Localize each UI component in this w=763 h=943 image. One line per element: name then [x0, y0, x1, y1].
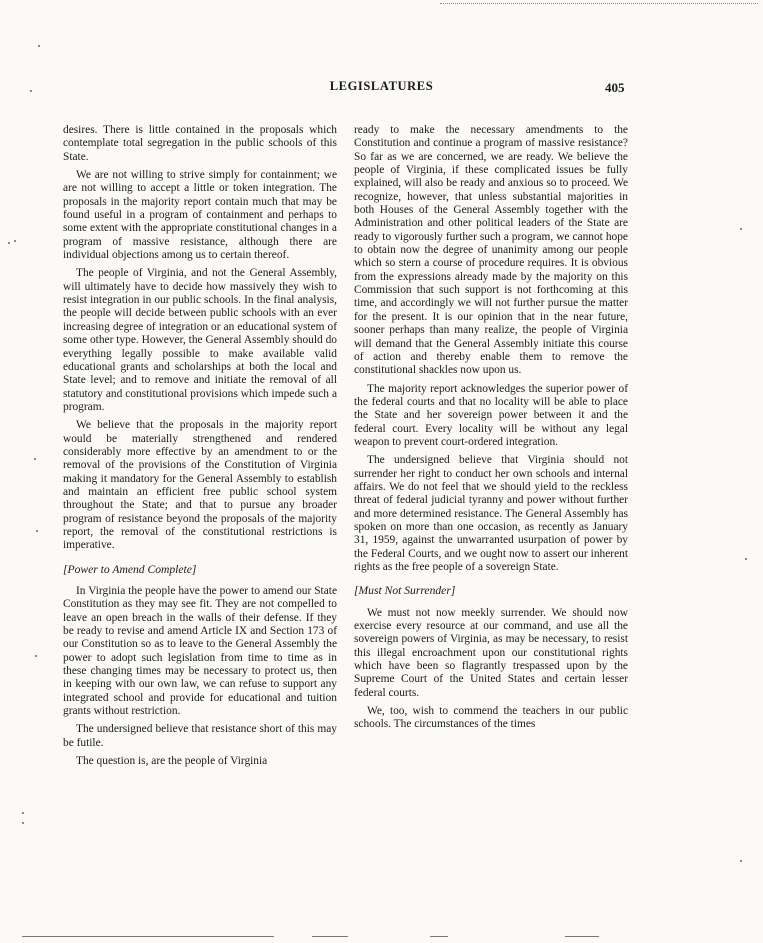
scan-speck	[35, 655, 37, 657]
paragraph: desires. There is little contained in the proposals which contemplate total segregation in the public schools of this State.	[63, 124, 337, 163]
scan-speck	[36, 530, 38, 532]
paragraph: We believe that the proposals in the majority report would be materially strengthened and rendered considerably more effective by an amendment to or the removal of the provisions of the Constitution of Virginia making it mandatory for the General Assembly to establish and maintain an efficient free public school system throughout the State; and that to pursue any broader program of resistance beyond the proposals of the majority report, the removal of the constitutional restrictions is imperative.	[63, 419, 337, 552]
paragraph: In Virginia the people have the power to amend our State Constitution as they may see fit. They are not compelled to leave an open breach in the walls of their defense. If they be ready to revise and amend Article IX and Section 173 of our Constitution so as to leave to the General Assembly the power to adopt such legislation from time to time as in these changing times may be necessary to protect us, then in keeping with our own law, we can refuse to support any integrated school and provide for educational and tuition grants without restriction.	[63, 585, 337, 718]
bottom-rule-left	[22, 936, 274, 937]
scan-speck	[22, 812, 24, 814]
section-heading: [Must Not Surrender]	[354, 584, 456, 598]
page-number: 405	[605, 80, 625, 95]
bottom-rule-mid-2	[430, 936, 448, 937]
paragraph: The majority report acknowledges the superior power of the federal courts and that no locality will be able to place the State and her sovereign power between it and the federal court. Every locality will be without any legal weapon to prevent court-ordered integration.	[354, 382, 628, 448]
bottom-rule-right	[565, 936, 599, 937]
paragraph: We, too, wish to commend the teachers in our public schools. The circumstances of the times	[354, 705, 628, 731]
scan-speck	[22, 822, 24, 824]
paragraph: We must not now meekly surrender. We should now exercise every resource at our command, and use all the sovereign powers of Virginia, as may be necessary, to resist this illegal encroachment upon our constitutional rights which have been so flagrantly trespassed upon by the Supreme Court of the United States and certain lesser federal courts.	[354, 606, 628, 699]
scan-speck	[745, 558, 747, 560]
left-column	[63, 124, 337, 773]
scan-speck	[30, 90, 32, 92]
paragraph: We are not willing to strive simply for containment; we are not willing to accept a little or token integration. The proposals in the majority report contain much that may be found useful in a program of containment and perhaps to some extent with the appropriate constitutional changes in a program of massive resistance, although there are individual objections among us to certain thereof.	[63, 169, 337, 262]
running-head: LEGISLATURES	[329, 79, 434, 93]
paragraph: The undersigned believe that resistance short of this may be futile.	[63, 723, 337, 749]
section-heading: [Power to Amend Complete]	[63, 562, 197, 576]
right-column	[354, 124, 628, 737]
paragraph: The people of Virginia, and not the General Assembly, will ultimately have to decide how massively they wish to resist integration in our public schools. In the final analysis, the people will decide between public schools with an ever increasing degree of integration or an educational system of some other type. However, the General Assembly should do everything legally possible to make available valid educational grants and scholarships at both the local and State level; and to remove and initiate the removal of all statutory and constitutional provisions which impede such a program.	[63, 267, 337, 413]
bottom-rule-mid	[312, 936, 348, 937]
paragraph: The question is, are the people of Virginia	[76, 755, 268, 768]
scan-speck	[14, 240, 16, 242]
scan-speck	[38, 45, 40, 47]
scan-edge-dotted-line	[440, 3, 758, 4]
scan-speck	[740, 228, 742, 230]
paragraph: The undersigned believe that Virginia should not surrender her right to conduct her own schools and internal affairs. We do not feel that we should yield to the reckless threat of federal judicial tyranny and power without further and more determined resistance. The General Assembly has spoken on more than one occasion, as recently as January 31, 1959, against the unwarranted usurpation of power by the Federal Courts, and we ought now to assert our inherent rights as the free people of a sovereign State.	[354, 454, 628, 573]
scan-speck	[34, 458, 36, 460]
scan-speck	[8, 242, 10, 244]
paragraph: ready to make the necessary amendments to the Constitution and continue a program of massive resistance? So far as we are concerned, we are ready. We believe the people of Virginia, if these complicated issues be fully explained, will also be ready and anxious so to proceed. We recognize, however, that unless substantial majorities in both Houses of the General Assembly together with the Administration and other political leaders of the State are ready to vigorously further such a program, we cannot hope to obtain now the degree of unanimity among our people which so stern a course of procedure requires. It is obvious from the expressions already made by the majority on this Commission that such support is not forthcoming at this time, and accordingly we will not further pursue the matter for the present. It is our opinion that in the near future, sooner perhaps than many realize, the people of Virginia will demand that the General Assembly initiate this course of action and thereby enable them to remove the constitutional shackles now upon us.	[354, 124, 628, 377]
scan-speck	[740, 860, 742, 862]
